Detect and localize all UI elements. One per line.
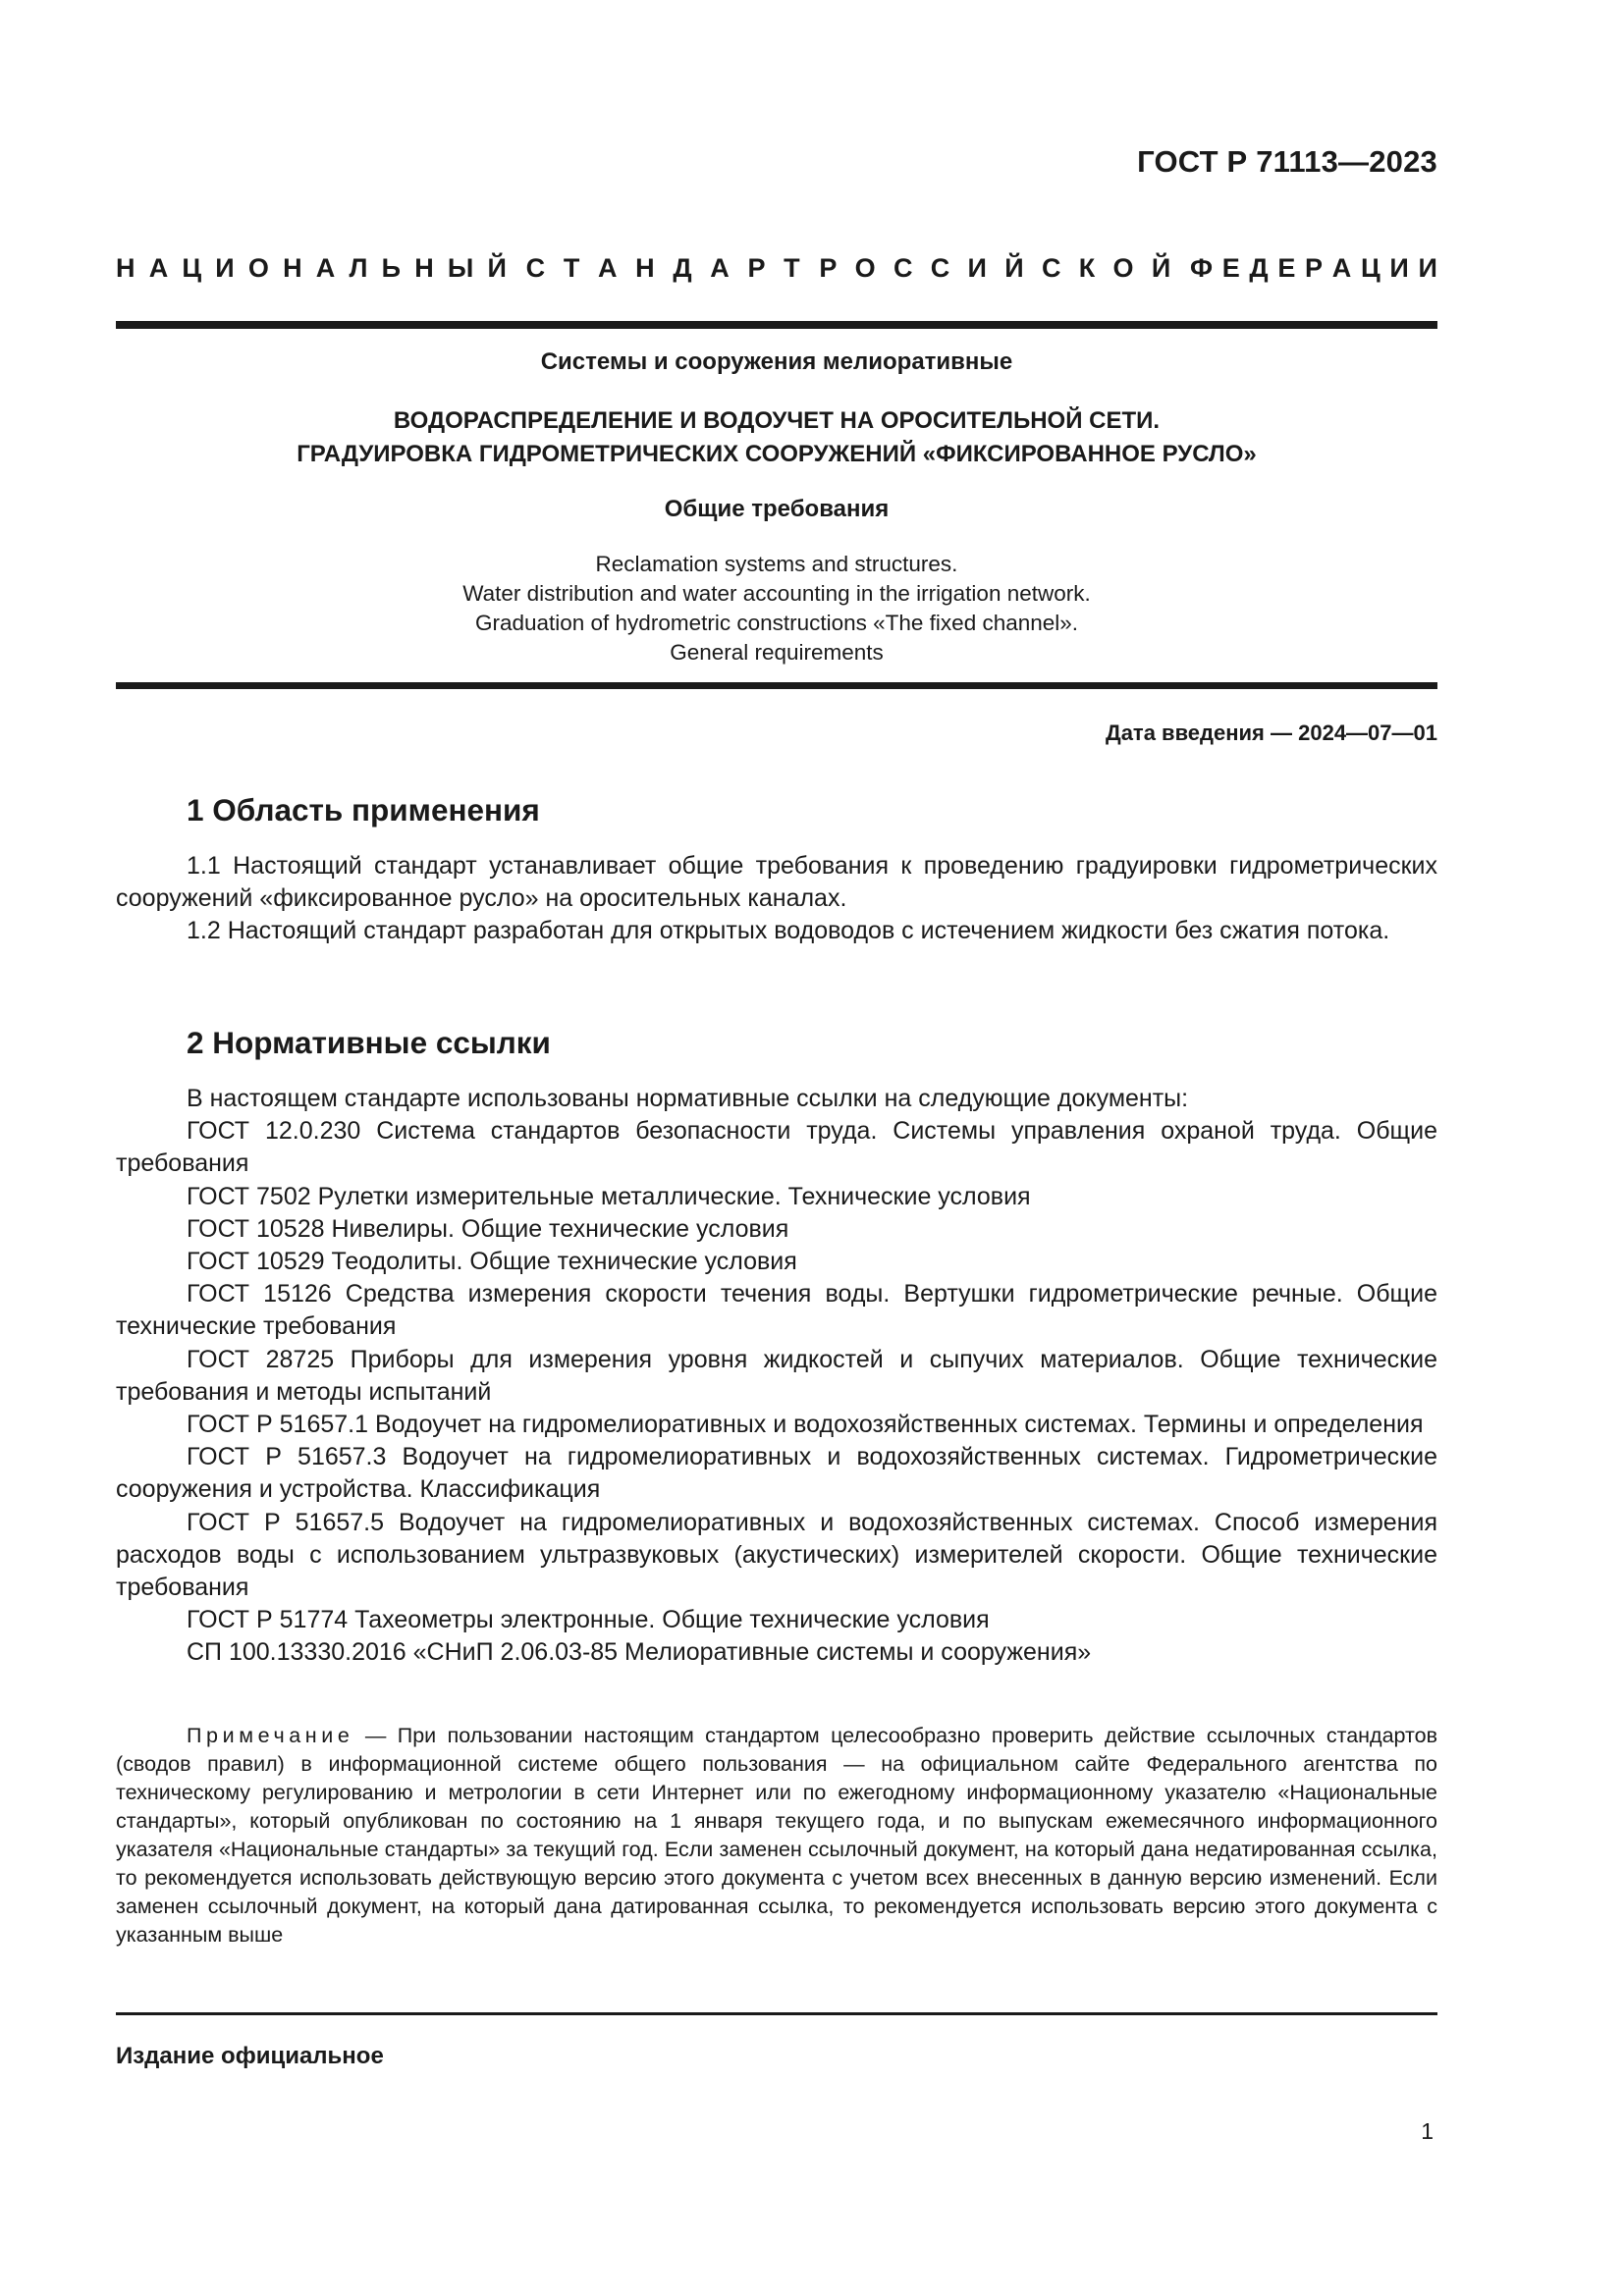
document-page (116, 0, 1437, 2296)
standard-subject: Системы и сооружения мелиоративные (540, 348, 1013, 375)
reference-item: ГОСТ 10529 Теодолиты. Общие технические условия (187, 1248, 797, 1276)
section-1-heading: 1 Область применения (187, 792, 540, 828)
reference-item: ГОСТ Р 51657.5 Водоучет на гидромелиоративных и водохозяйственных системах. Способ измерения расходов воды с использованием ультразвуковых (акустических) измерителей скорости. Общие технические требования (116, 1508, 1437, 1602)
paragraph-1-1: 1.1 Настоящий стандарт устанавливает общие требования к проведению градуировки гидрометрических сооружений «фиксированное русло» на оросительных каналах. (116, 852, 1437, 913)
reference-item: ГОСТ 28725 Приборы для измерения уровня жидкостей и сыпучих материалов. Общие технические требования и методы испытаний (116, 1345, 1437, 1406)
title-line-2: ГРАДУИРОВКА ГИДРОМЕТРИЧЕСКИХ СООРУЖЕНИЙ «ФИКСИРОВАННОЕ РУСЛО» (297, 441, 1257, 467)
banner-word-4: Ф Е Д Е Р А Ц И И (1189, 253, 1437, 283)
document-code: ГОСТ Р 71113—2023 (1137, 144, 1437, 179)
reference-item: ГОСТ 15126 Средства измерения скорости течения воды. Вертушки гидрометрические речные. Общие технические требования (116, 1280, 1437, 1341)
date-of-introduction: Дата введения — 2024—07—01 (1106, 721, 1437, 745)
footer-rule (116, 2012, 1437, 2015)
banner-word-1: Н А Ц И О Н А Л Ь Н Ы Й (116, 253, 507, 283)
english-title (116, 550, 1437, 667)
note-paragraph (116, 1722, 1437, 1949)
reference-item: ГОСТ 12.0.230 Система стандартов безопасности труда. Системы управления охраной труда. Общие требования (116, 1117, 1437, 1178)
standard-title (116, 404, 1437, 471)
reference-item: ГОСТ Р 51657.1 Водоучет на гидромелиоративных и водохозяйственных системах. Термины и определения (187, 1411, 1424, 1439)
section-1-body (116, 850, 1437, 948)
top-thick-rule (116, 321, 1437, 329)
page-number: 1 (1421, 2118, 1434, 2144)
section-2-body (116, 1083, 1437, 1670)
english-line-2: Water distribution and water accounting in the irrigation network. (462, 581, 1091, 606)
section-2-heading: 2 Нормативные ссылки (187, 1025, 551, 1060)
reference-item: СП 100.13330.2016 «СНиП 2.06.03-85 Мелиоративные системы и сооружения» (187, 1638, 1092, 1667)
english-line-4: General requirements (670, 640, 884, 665)
general-requirements-heading: Общие требования (664, 496, 890, 522)
reference-item: ГОСТ 10528 Нивелиры. Общие технические условия (187, 1214, 789, 1243)
paragraph-1-2: 1.2 Настоящий стандарт разработан для открытых водоводов с истечением жидкости без сжатия потока. (187, 917, 1390, 945)
banner-word-2: С Т А Н Д А Р Т (525, 253, 800, 283)
note-text: — При пользовании настоящим стандартом целесообразно проверить действие ссылочных стандартов (сводов правил) в информационной системе общего пользования — на официальном сайте Федерального агентства по техническому регулированию и метрологии в сети Интернет или по ежегодному информационному указателю «Национальные стандарты», который опубликован по состоянию на 1 января текущего года, и по выпускам ежемесячного информационного указателя «Национальные стандарты» за текущий год. Если заменен ссылочный документ, на который дана недатированная ссылка, то рекомендуется использовать действующую версию этого документа с учетом всех внесенных в данную версию изменений. Если заменен ссылочный документ, на который дана датированная ссылка, то рекомендуется использовать версию этого документа с указанным выше (116, 1724, 1437, 1947)
references-intro: В настоящем стандарте использованы нормативные ссылки на следующие документы: (187, 1085, 1189, 1112)
official-edition-label: Издание официальное (116, 2043, 384, 2069)
banner-word-3: Р О С С И Й С К О Й (819, 253, 1171, 283)
title-bottom-rule (116, 682, 1437, 689)
national-standard-banner (116, 253, 1437, 284)
note-label: Примечание (187, 1724, 354, 1747)
reference-item: ГОСТ Р 51774 Тахеометры электронные. Общие технические условия (187, 1606, 990, 1634)
reference-item: ГОСТ Р 51657.3 Водоучет на гидромелиоративных и водохозяйственных системах. Гидрометрические сооружения и устройства. Классификация (116, 1443, 1437, 1504)
english-line-1: Reclamation systems and structures. (595, 552, 958, 576)
english-line-3: Graduation of hydrometric constructions «The fixed channel». (474, 611, 1079, 635)
reference-item: ГОСТ 7502 Рулетки измерительные металлические. Технические условия (187, 1182, 1031, 1210)
title-line-1: ВОДОРАСПРЕДЕЛЕНИЕ И ВОДОУЧЕТ НА ОРОСИТЕЛЬНОЙ СЕТИ. (393, 407, 1161, 434)
